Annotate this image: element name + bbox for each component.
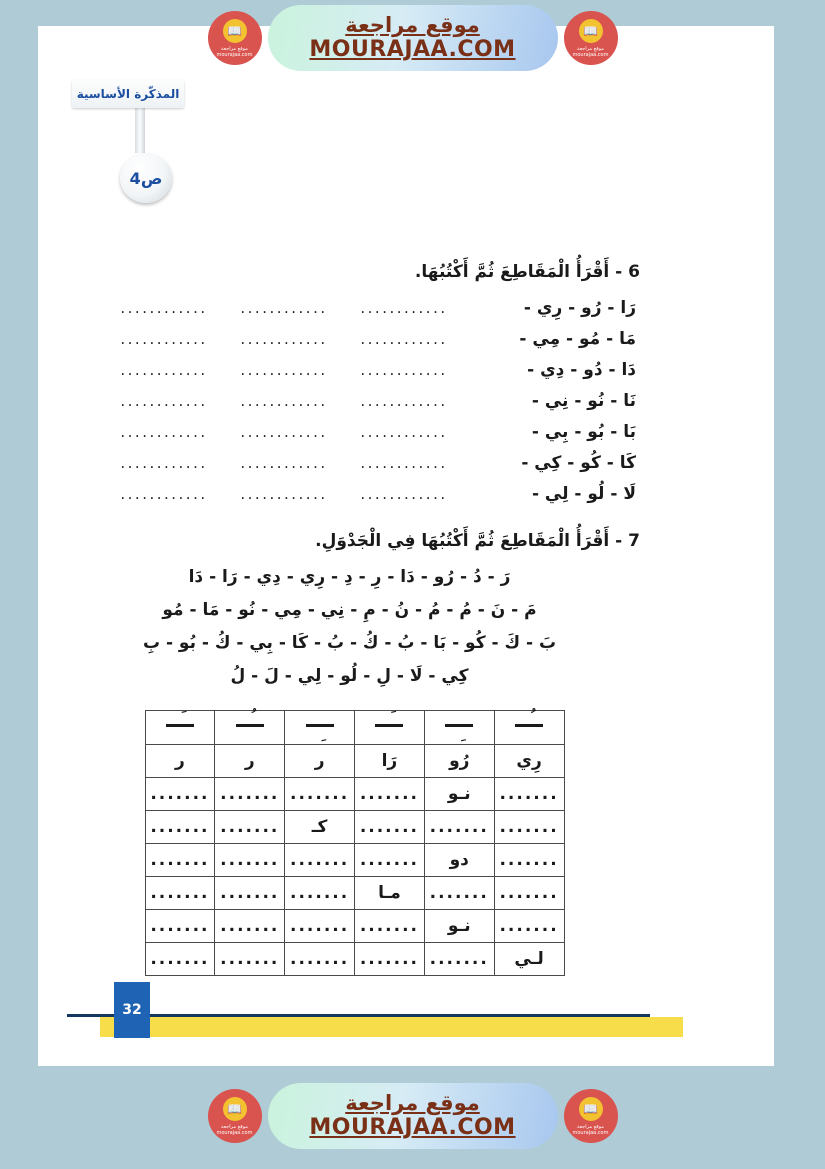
table-cell[interactable]: ....... bbox=[215, 810, 285, 843]
exercise-7-syllable-lines bbox=[67, 561, 632, 694]
table-cell[interactable]: ....... bbox=[285, 942, 355, 975]
answer-blank[interactable]: ............ bbox=[360, 453, 448, 472]
table-row bbox=[145, 942, 564, 975]
table-cell[interactable]: ....... bbox=[215, 843, 285, 876]
table-cell[interactable]: ....... bbox=[285, 909, 355, 942]
table-cell[interactable]: ....... bbox=[355, 909, 425, 942]
table-cell[interactable]: ....... bbox=[355, 843, 425, 876]
kasra-mark-icon bbox=[445, 715, 473, 736]
watermark-arabic-text: موقع مراجعة bbox=[345, 12, 480, 37]
watermark-arabic-text: موقع مراجعة bbox=[345, 1090, 480, 1115]
table-cell[interactable]: رِي bbox=[494, 744, 564, 777]
watermark-english-text: MOURAJAA.COM bbox=[309, 36, 516, 62]
table-cell[interactable]: دو bbox=[424, 843, 494, 876]
footer-yellow-bar bbox=[100, 1017, 683, 1037]
table-row bbox=[145, 744, 564, 777]
table-row bbox=[145, 810, 564, 843]
watermark-pill bbox=[216, 1083, 609, 1149]
table-cell[interactable]: ....... bbox=[145, 909, 215, 942]
syllable-line: بَ - كَ - كُو - بَا - بُ - كُ - بُ - كَا - بِي - كُ - بُو - بِ bbox=[142, 633, 557, 654]
table-header-cell bbox=[494, 710, 564, 744]
table-cell[interactable]: ر bbox=[215, 744, 285, 777]
answer-blank[interactable]: ............ bbox=[120, 298, 208, 317]
answer-blank[interactable]: ............ bbox=[360, 360, 448, 379]
answer-blank[interactable]: ............ bbox=[360, 298, 448, 317]
fatha-mark-icon bbox=[375, 715, 403, 736]
table-header-cell bbox=[424, 710, 494, 744]
syllable-row bbox=[67, 416, 636, 447]
notebook-tab-label: المذكّرة الأساسية bbox=[72, 80, 184, 108]
syllable-group: لَا - لُو - لِي - bbox=[531, 483, 636, 504]
answer-blank[interactable]: ............ bbox=[240, 298, 328, 317]
watermark-pill bbox=[216, 5, 609, 71]
table-cell[interactable]: ....... bbox=[355, 777, 425, 810]
table-header-cell bbox=[145, 710, 215, 744]
table-cell[interactable]: ....... bbox=[355, 942, 425, 975]
table-cell[interactable]: مـا bbox=[355, 876, 425, 909]
tab-stem bbox=[135, 105, 145, 153]
table-cell[interactable]: ....... bbox=[494, 909, 564, 942]
syllable-group: بَا - بُو - بِي - bbox=[531, 421, 636, 442]
damma-mark-icon bbox=[236, 715, 264, 736]
watermark-logo-text: موقع مراجعة mourajaa.com bbox=[216, 1123, 253, 1136]
answer-blank[interactable]: ............ bbox=[120, 484, 208, 503]
table-row bbox=[145, 777, 564, 810]
table-cell[interactable]: رَا bbox=[355, 744, 425, 777]
syllable-table bbox=[145, 710, 565, 976]
kasra-mark-icon bbox=[306, 715, 334, 736]
table-row bbox=[145, 843, 564, 876]
table-cell[interactable]: ....... bbox=[215, 876, 285, 909]
table-header-row bbox=[145, 710, 564, 744]
answer-blank[interactable]: ............ bbox=[120, 453, 208, 472]
table-cell[interactable]: ....... bbox=[424, 942, 494, 975]
table-cell[interactable]: ....... bbox=[494, 777, 564, 810]
table-wrapper bbox=[67, 710, 650, 976]
syllable-line: كِي - لَا - لِ - لُو - لِي - لَ - لُ bbox=[230, 666, 469, 687]
syllable-row bbox=[67, 385, 636, 416]
table-row bbox=[145, 876, 564, 909]
answer-blank[interactable]: ............ bbox=[120, 422, 208, 441]
damma-mark-icon bbox=[515, 715, 543, 736]
table-cell[interactable]: كـ bbox=[285, 810, 355, 843]
table-cell[interactable]: ....... bbox=[285, 843, 355, 876]
watermark-logo-left bbox=[208, 11, 262, 65]
syllable-group: مَا - مُو - مِي - bbox=[519, 328, 636, 349]
watermark-logo-right bbox=[564, 11, 618, 65]
syllable-row bbox=[67, 478, 636, 509]
table-cell[interactable]: ....... bbox=[494, 876, 564, 909]
watermark-logo-text: موقع مراجعة mourajaa.com bbox=[572, 1123, 609, 1136]
book-icon: 📖 bbox=[223, 19, 247, 43]
table-header-cell bbox=[285, 710, 355, 744]
table-header-cell bbox=[355, 710, 425, 744]
answer-blank[interactable]: ............ bbox=[240, 360, 328, 379]
table-cell[interactable]: ....... bbox=[285, 777, 355, 810]
syllable-row bbox=[67, 354, 636, 385]
answer-blank[interactable]: ............ bbox=[240, 391, 328, 410]
table-cell[interactable]: ....... bbox=[285, 876, 355, 909]
syllable-row bbox=[67, 447, 636, 478]
answer-blank[interactable]: ............ bbox=[360, 422, 448, 441]
table-cell[interactable]: نـو bbox=[424, 909, 494, 942]
table-cell[interactable]: ....... bbox=[145, 876, 215, 909]
page-number-badge: 32 bbox=[114, 982, 150, 1038]
table-cell[interactable]: ....... bbox=[494, 810, 564, 843]
table-cell[interactable]: ....... bbox=[355, 810, 425, 843]
answer-blank[interactable]: ............ bbox=[360, 391, 448, 410]
watermark-logo-text: موقع مراجعة mourajaa.com bbox=[572, 45, 609, 58]
syllable-group: كَا - كُو - كِي - bbox=[521, 452, 636, 473]
syllable-line: مَ - نَ - مُ - مُ - نُ - مِ - نِي - مِي - نُو - مَا - مُو bbox=[162, 600, 537, 621]
table-cell[interactable]: ....... bbox=[145, 777, 215, 810]
book-icon: 📖 bbox=[223, 1097, 247, 1121]
bottom-watermark-band bbox=[0, 1078, 825, 1154]
table-cell[interactable]: ....... bbox=[215, 909, 285, 942]
table-cell[interactable]: ....... bbox=[494, 843, 564, 876]
exercise-6-rows bbox=[67, 292, 636, 509]
syllable-group: نَا - نُو - نِي - bbox=[531, 390, 636, 411]
answer-blank[interactable]: ............ bbox=[240, 422, 328, 441]
table-cell[interactable]: ....... bbox=[145, 942, 215, 975]
watermark-logo-right bbox=[564, 1089, 618, 1143]
syllable-group: رَا - رُو - رِي - bbox=[523, 297, 636, 318]
table-cell[interactable]: لـي bbox=[494, 942, 564, 975]
exercise-7-title: 7 - أَقْرَأُ الْمَقَاطِعَ ثُمَّ أَكْتُبُهَا فِي الْجَدْوَلِ. bbox=[315, 531, 640, 551]
table-cell[interactable]: ر bbox=[145, 744, 215, 777]
syllable-row bbox=[67, 292, 636, 323]
answer-blank[interactable]: ............ bbox=[360, 484, 448, 503]
answer-blank[interactable]: ............ bbox=[240, 329, 328, 348]
footer-rule bbox=[67, 1014, 650, 1017]
table-cell[interactable]: ....... bbox=[145, 810, 215, 843]
table-cell[interactable]: ....... bbox=[424, 810, 494, 843]
answer-blank[interactable]: ............ bbox=[120, 360, 208, 379]
fatha-mark-icon bbox=[166, 715, 194, 736]
worksheet-content bbox=[67, 240, 650, 976]
answer-blank[interactable]: ............ bbox=[120, 329, 208, 348]
table-header-cell bbox=[215, 710, 285, 744]
syllable-group: دَا - دُو - دِي - bbox=[527, 359, 636, 380]
page-bubble-badge: ص4 bbox=[120, 153, 172, 203]
table-cell[interactable]: رُو bbox=[424, 744, 494, 777]
answer-blank[interactable]: ............ bbox=[240, 484, 328, 503]
book-icon: 📖 bbox=[579, 1097, 603, 1121]
watermark-logo-text: موقع مراجعة mourajaa.com bbox=[216, 45, 253, 58]
syllable-line: رَ - دُ - رُو - دَا - رِ - دِ - رِي - دِي - رَا - دَا bbox=[188, 567, 511, 587]
table-cell[interactable]: ....... bbox=[145, 843, 215, 876]
answer-blank[interactable]: ............ bbox=[360, 329, 448, 348]
watermark-logo-left bbox=[208, 1089, 262, 1143]
table-cell[interactable]: نـو bbox=[424, 777, 494, 810]
answer-blank[interactable]: ............ bbox=[120, 391, 208, 410]
table-row bbox=[145, 909, 564, 942]
syllable-row bbox=[67, 323, 636, 354]
table-cell[interactable]: ر bbox=[285, 744, 355, 777]
exercise-6-title: 6 - أَقْرَأُ الْمَقَاطِعَ ثُمَّ أَكْتُبُهَا. bbox=[414, 262, 640, 282]
book-icon: 📖 bbox=[579, 19, 603, 43]
answer-blank[interactable]: ............ bbox=[240, 453, 328, 472]
table-cell[interactable]: ....... bbox=[215, 942, 285, 975]
top-watermark-band bbox=[0, 0, 825, 76]
watermark-english-text: MOURAJAA.COM bbox=[309, 1114, 516, 1140]
table-cell[interactable]: ....... bbox=[215, 777, 285, 810]
table-cell[interactable]: ....... bbox=[424, 876, 494, 909]
